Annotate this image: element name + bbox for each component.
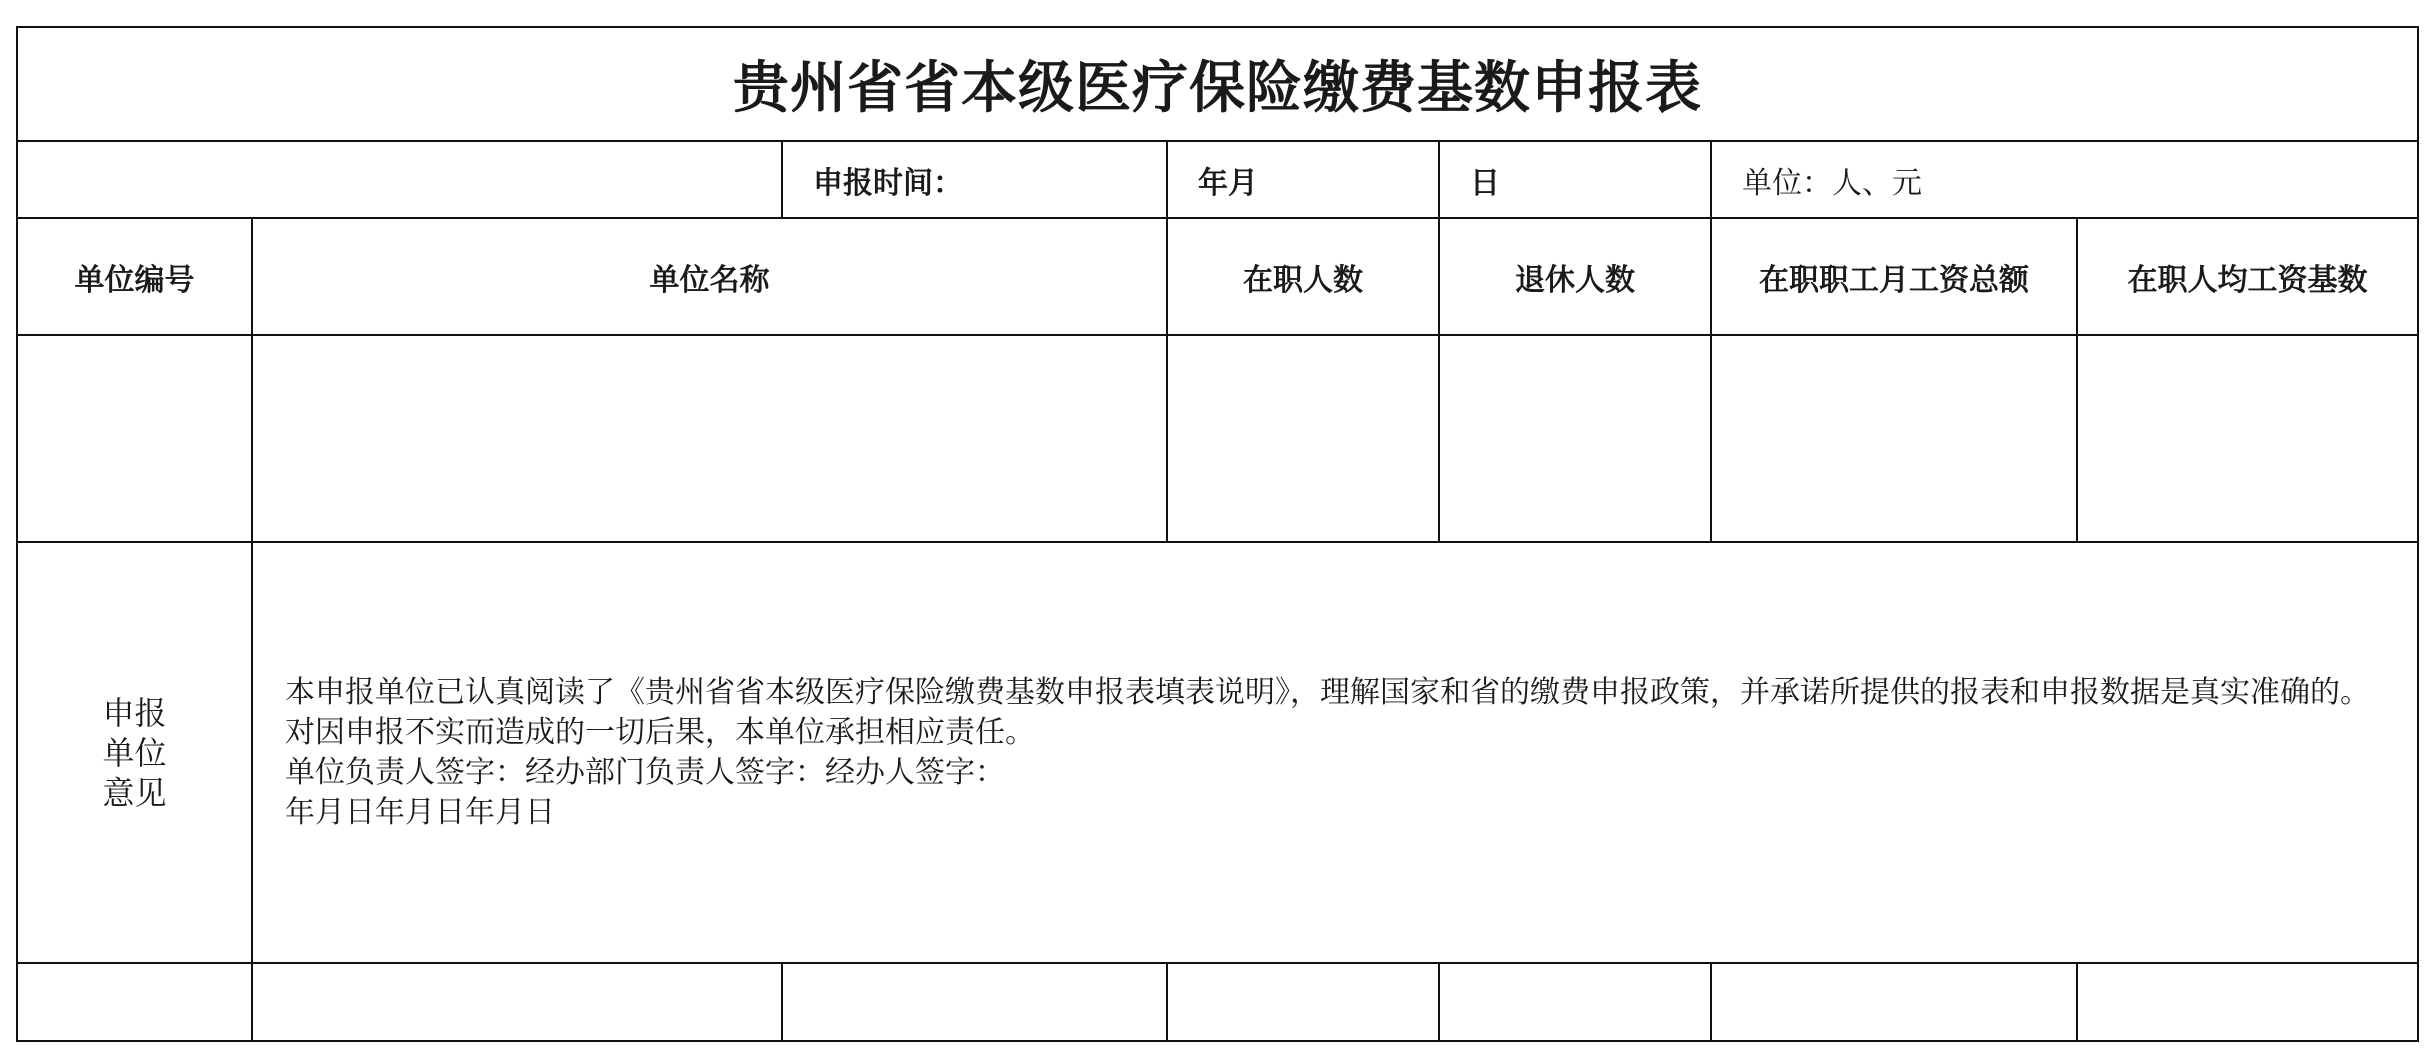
date-line: 年月日年月日年月日 [285, 794, 555, 830]
header-retirees: 退休人数 [1439, 218, 1711, 335]
input-retirees[interactable] [1439, 335, 1711, 542]
side-label-line-2: 单位 [102, 733, 167, 772]
side-label-line-1: 申报 [102, 693, 167, 732]
year-month-label[interactable]: 年月 [1167, 141, 1439, 218]
footer-cell-1[interactable] [17, 963, 252, 1041]
footer-cell-4[interactable] [1167, 963, 1439, 1041]
input-employees[interactable] [1167, 335, 1439, 542]
declaration-form-table [16, 26, 2419, 1042]
meta-blank-cell [17, 141, 782, 218]
input-unit-code[interactable] [17, 335, 252, 542]
unit-label: 单位：人、元 [1711, 141, 2418, 218]
footer-cell-2[interactable] [252, 963, 782, 1041]
footer-cell-7[interactable] [2077, 963, 2418, 1041]
input-unit-name[interactable] [252, 335, 1167, 542]
opinion-side-label [17, 542, 252, 963]
header-employees: 在职人数 [1167, 218, 1439, 335]
side-label-line-3: 意见 [102, 773, 167, 812]
footer-cell-3[interactable] [782, 963, 1167, 1041]
footer-cell-5[interactable] [1439, 963, 1711, 1041]
signature-line: 单位负责人签字：经办部门负责人签字：经办人签字： [285, 754, 1005, 790]
input-avg-wage-base[interactable] [2077, 335, 2418, 542]
form-title: 贵州省省本级医疗保险缴费基数申报表 [17, 27, 2418, 141]
table-row [17, 963, 2418, 1041]
declaration-text: 本申报单位已认真阅读了《贵州省省本级医疗保险缴费基数申报表填表说明》，理解国家和省的缴费申报政策，并承诺所提供的报表和申报数据是真实准确的。对因申报不实而造成的一切后果，本单位承担相应责任。 [285, 674, 2370, 750]
footer-cell-6[interactable] [1711, 963, 2077, 1041]
opinion-content [252, 542, 2418, 963]
input-total-monthly-wage[interactable] [1711, 335, 2077, 542]
header-total-monthly-wage: 在职职工月工资总额 [1711, 218, 2077, 335]
declare-time-label: 申报时间： [782, 141, 1167, 218]
table-row [17, 335, 2418, 542]
header-avg-wage-base: 在职人均工资基数 [2077, 218, 2418, 335]
header-unit-code: 单位编号 [17, 218, 252, 335]
header-unit-name: 单位名称 [252, 218, 1167, 335]
day-label[interactable]: 日 [1439, 141, 1711, 218]
